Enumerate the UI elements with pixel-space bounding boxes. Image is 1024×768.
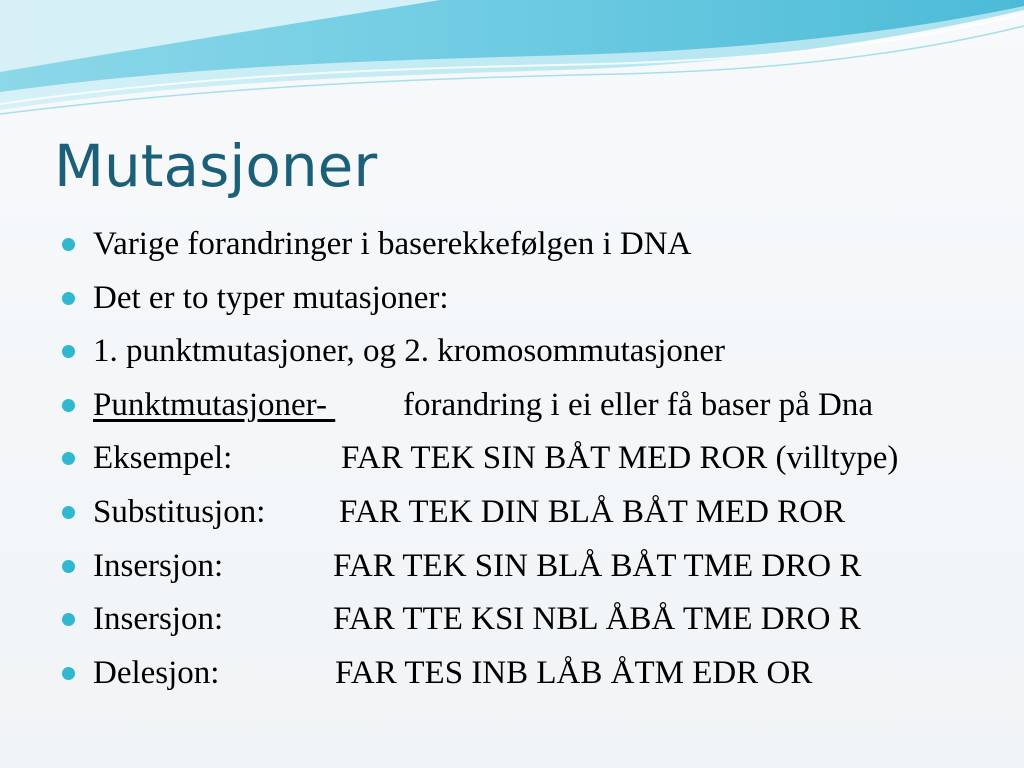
header-wave-decoration (0, 0, 1024, 130)
bullet-dot-icon (62, 506, 75, 519)
bullet-term: Insersjon: (93, 601, 224, 638)
bullet-text: Det er to typer mutasjoner: (93, 279, 449, 316)
bullet-term: Punktmutasjoner- (93, 386, 336, 423)
bullet-dot-icon (62, 452, 75, 465)
bullet-item (62, 218, 692, 272)
bullet-dot-icon (62, 613, 75, 626)
bullet-text: forandring i ei eller få baser på Dna (403, 386, 874, 423)
bullet-item (62, 593, 861, 647)
bullet-term: Eksempel: (93, 440, 233, 477)
bullet-sequence: FAR TEK SIN BÅT MED ROR (villtype) (341, 440, 899, 477)
slide-title: Mutasjoner (54, 132, 378, 200)
bullet-term: Substitusjon: (93, 493, 266, 530)
bullet-sequence: FAR TES INB LÅB ÅTM EDR OR (335, 654, 813, 691)
bullet-dot-icon (62, 345, 75, 358)
bullet-list (62, 218, 899, 700)
bullet-term: Insersjon: (93, 547, 224, 584)
bullet-text: 1. punktmutasjoner, og 2. kromosommutasjoner (93, 333, 726, 370)
bullet-term: Delesjon: (93, 654, 220, 691)
bullet-dot-icon (62, 238, 75, 251)
bullet-dot-icon (62, 399, 75, 412)
bullet-dot-icon (62, 292, 75, 305)
bullet-item (62, 647, 813, 701)
bullet-sequence: FAR TTE KSI NBL ÅBÅ TME DRO R (333, 601, 861, 638)
bullet-item (62, 540, 862, 594)
bullet-item (62, 379, 874, 433)
bullet-text: Varige forandringer i baserekkefølgen i DNA (93, 226, 692, 262)
bullet-sequence: FAR TEK SIN BLÅ BÅT TME DRO R (333, 547, 862, 584)
bullet-item (62, 486, 846, 540)
bullet-item (62, 272, 449, 326)
bullet-item (62, 432, 899, 486)
bullet-dot-icon (62, 667, 75, 680)
bullet-item (62, 325, 726, 379)
bullet-sequence: FAR TEK DIN BLÅ BÅT MED ROR (339, 493, 846, 530)
bullet-dot-icon (62, 560, 75, 573)
